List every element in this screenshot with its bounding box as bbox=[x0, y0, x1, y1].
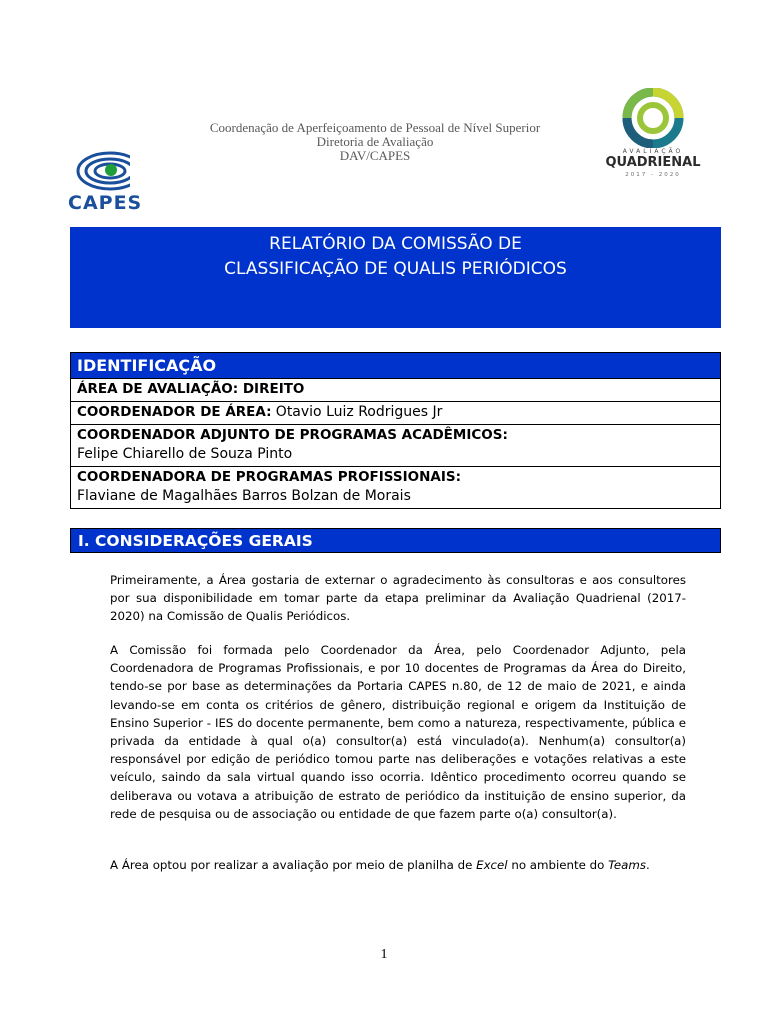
identification-table bbox=[70, 352, 721, 509]
quadrienal-years-text: 2017 - 2020 bbox=[625, 172, 681, 178]
paragraph-planilha-text-1: A Área optou por realizar a avaliação por meio de planilha de bbox=[110, 858, 477, 872]
capes-logo-icon bbox=[68, 150, 144, 196]
page-number: 1 bbox=[380, 947, 388, 962]
report-title-box bbox=[70, 227, 721, 328]
paragraph-planilha-teams: Teams bbox=[608, 858, 646, 872]
area-row bbox=[71, 379, 720, 402]
adjunto-row bbox=[71, 425, 720, 467]
paragraph-planilha-text-2: no ambiente do bbox=[507, 858, 609, 872]
capes-logo bbox=[68, 150, 144, 216]
adjunto-label: COORDENADOR ADJUNTO DE PROGRAMAS ACADÊMICOS: bbox=[77, 427, 508, 443]
area-label: ÁREA DE AVALIAÇÃO: DIREITO bbox=[77, 381, 305, 397]
quadrienal-ring-icon bbox=[598, 88, 708, 148]
profissionais-label: COORDENADORA DE PROGRAMAS PROFISSIONAIS: bbox=[77, 469, 462, 485]
quadrienal-top-text: AVALIAÇÃO bbox=[622, 148, 684, 155]
header-dav-capes: DAV/CAPES bbox=[339, 148, 411, 163]
quadrienal-main-text: QUADRIENAL bbox=[605, 155, 701, 170]
profissionais-value: Flaviane de Magalhães Barros Bolzan de Morais bbox=[77, 488, 411, 504]
profissionais-row bbox=[71, 467, 720, 508]
header-institution: Coordenação de Aperfeiçoamento de Pessoal de Nível Superior bbox=[209, 120, 541, 135]
capes-logo-text: CAPES bbox=[68, 192, 143, 214]
adjunto-value: Felipe Chiarello de Souza Pinto bbox=[77, 446, 293, 462]
coordenador-value: Otavio Luiz Rodrigues Jr bbox=[275, 404, 443, 420]
paragraph-planilha bbox=[110, 856, 686, 874]
report-title-line2: CLASSIFICAÇÃO DE QUALIS PERIÓDICOS bbox=[224, 259, 567, 279]
coordenador-label: COORDENADOR DE ÁREA: bbox=[77, 404, 272, 420]
paragraph-comissao: A Comissão foi formada pelo Coordenador da Área, pelo Coordenador Adjunto, pela Coordenadora de Programas Profissionais, e por 10 docentes de Programas da Área do Direito, tendo-se por base as determinações da Portaria CAPES n.80, de 12 de maio de 2021, e ainda levando-se em conta os critérios de gênero, distribuição regional e origem da Instituição de Ensino Superior - IES do docente permanente, bem como a natureza, respectivamente, pública e privada da entidade à qual o(a) consultor(a) está vinculado(a). Nenhum(a) consultor(a) responsável por edição de periódico tomou parte nas deliberações e votações relativas a este veículo, saindo da sala virtual quando isso ocorria. Idêntico procedimento ocorreu quando se deliberava ou votava a atribuição de estrato de periódico da instituição de ensino superior, da rede de pesquisa ou de associação ou entidade de que fazem parte o(a) consultor(a). bbox=[110, 643, 686, 821]
report-title-line1: RELATÓRIO DA COMISSÃO DE bbox=[269, 234, 522, 254]
coordenador-row bbox=[71, 402, 720, 425]
section-heading-consideracoes: I. CONSIDERAÇÕES GERAIS bbox=[70, 528, 721, 553]
quadrienal-logo bbox=[598, 88, 708, 184]
paragraph-agradecimento: Primeiramente, a Área gostaria de externar o agradecimento às consultoras e aos consultores por sua disponibilidade em tomar parte da etapa preliminar da Avaliação Quadrienal (2017-2020) na Comissão de Qualis Periódicos. bbox=[110, 573, 686, 624]
header-directorate: Diretoria de Avaliação bbox=[316, 134, 434, 149]
paragraph-planilha-end: . bbox=[645, 858, 650, 872]
identification-heading: IDENTIFICAÇÃO bbox=[71, 353, 720, 379]
paragraph-planilha-excel: Excel bbox=[476, 858, 508, 872]
